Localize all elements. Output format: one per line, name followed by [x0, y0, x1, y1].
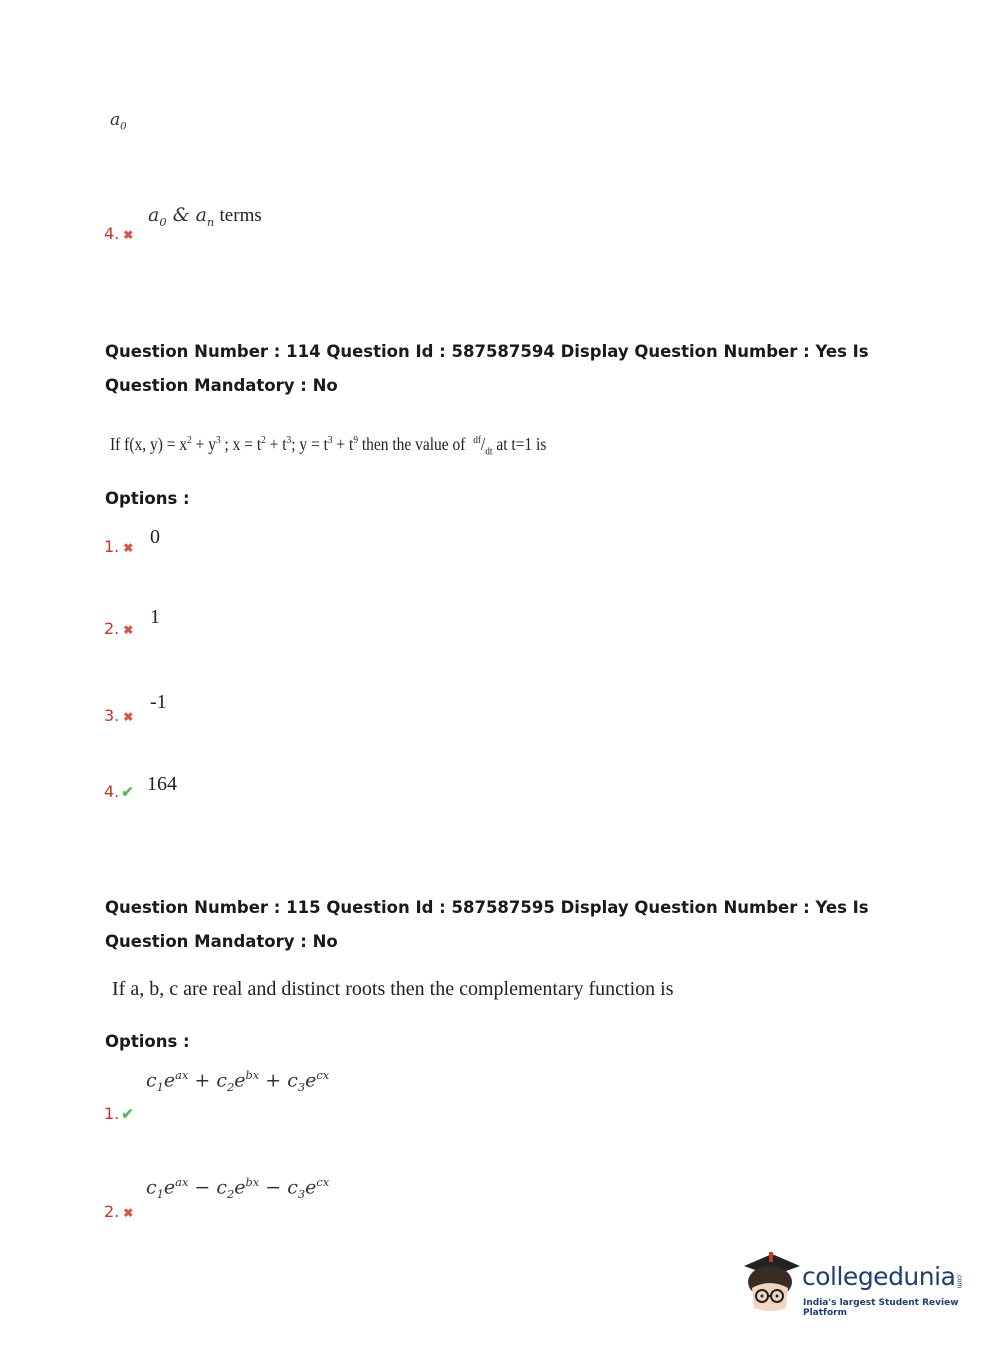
- option-number: 2.: [104, 619, 120, 638]
- cross-icon: ✖: [123, 623, 134, 637]
- logo-name: collegedunia: [802, 1262, 956, 1291]
- option-value-formula: $c_1e^{ax} - c_2e^{bx} - c_3e^{cx}$: [146, 1175, 330, 1202]
- option-value-formula: $c_1e^{ax} + c_2e^{bx} + c_3e^{cx}$: [146, 1068, 330, 1095]
- option-value: 1: [150, 606, 160, 628]
- prev-option-4-text: $a_0$ & $a_n$ terms: [148, 204, 262, 229]
- cross-icon: ✖: [123, 228, 134, 242]
- option-number: 1.: [104, 1104, 120, 1123]
- check-icon: ✔: [121, 1106, 134, 1123]
- question-114-header: Question Number : 114 Question Id : 587587594 Display Question Number : Yes Is Question Mandatory : No: [105, 342, 869, 395]
- prev-option-4: [104, 224, 133, 244]
- logo-suffix: .com: [955, 1273, 963, 1289]
- logo: [802, 1262, 962, 1291]
- options-label: Options :: [105, 1032, 190, 1051]
- options-label: Options :: [105, 489, 190, 508]
- check-icon: ✔: [121, 784, 134, 801]
- q114-option-4: [104, 782, 134, 802]
- cross-icon: ✖: [123, 710, 134, 724]
- stray-term-a0: $a_0$: [110, 110, 127, 133]
- q114-option-3: [104, 706, 133, 726]
- question-115-header: Question Number : 115 Question Id : 587587595 Display Question Number : Yes Is Question Mandatory : No: [105, 898, 869, 951]
- option-number: 4.: [104, 224, 120, 243]
- q115-option-1: [104, 1104, 134, 1124]
- logo-tagline: India's largest Student Review Platform: [803, 1298, 959, 1318]
- option-number: 4.: [104, 782, 120, 801]
- question-115-text: If a, b, c are real and distinct roots then the complementary function is: [112, 978, 674, 1000]
- option-number: 2.: [104, 1202, 120, 1221]
- q114-option-2: [104, 619, 133, 639]
- option-number: 3.: [104, 706, 120, 725]
- q115-option-2: [104, 1202, 133, 1222]
- cross-icon: ✖: [123, 541, 134, 555]
- option-number: 1.: [104, 537, 120, 556]
- q114-option-1: [104, 537, 133, 557]
- option-value: 0: [150, 526, 160, 548]
- cross-icon: ✖: [123, 1206, 134, 1220]
- option-value: 164: [147, 773, 177, 795]
- question-114-text: If f(x, $y) = x^2 + y^3$ ; $x = t^2 + t^3$; $y = t^3 + t^9$ then the value of $^{df}/_{dt}$ at t=1 is: [110, 434, 547, 458]
- option-value: -1: [150, 691, 167, 713]
- logo-mascot-icon: [742, 1248, 802, 1314]
